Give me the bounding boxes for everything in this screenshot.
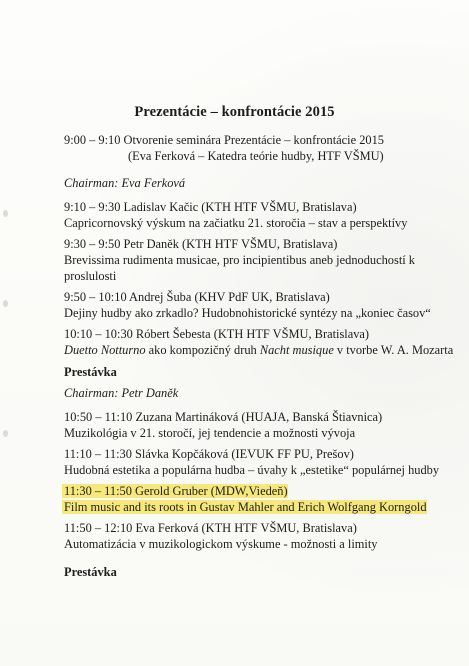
chairman-label: Chairman: Petr Daněk — [64, 386, 179, 400]
title-text: v tvorbe W. A. Mozarta — [333, 343, 454, 357]
entry-speaker-line: 9:10 – 9:30 Ladislav Kačic (KTH HTF VŠMU, Bratislava) — [64, 200, 357, 214]
program-entry — [64, 199, 456, 231]
program-entry — [64, 520, 456, 552]
program-entry — [64, 326, 456, 358]
entry-talk-title: Dejiny hudby ako zrkadlo? Hudobnohistorické syntézy na „koniec časov“ — [64, 306, 431, 320]
highlighted-speaker-line: 11:30 – 11:50 Gerold Gruber (MDW,Viedeň) — [64, 484, 288, 498]
entry-talk-title: Hudobná estetika a populárna hudba – úvahy k „estetike“ populárnej hudby — [64, 463, 440, 477]
binding-hole-mark — [3, 430, 8, 437]
entry-speaker-line: 10:50 – 11:10 Zuzana Martináková (HUAJA, Banská Štiavnica) — [64, 410, 383, 424]
opening-entry — [64, 132, 456, 164]
program-entry — [64, 236, 456, 284]
entry-speaker-line: 11:10 – 11:30 Slávka Kopčáková (IEVUK FF PU, Prešov) — [64, 447, 354, 461]
program-list — [64, 132, 456, 580]
entry-speaker-line: 9:50 – 10:10 Andrej Šuba (KHV PdF UK, Bratislava) — [64, 290, 330, 304]
chairman-label: Chairman: Eva Ferková — [64, 176, 186, 190]
entry-speaker-line: 10:10 – 10:30 Róbert Šebesta (KTH HTF VŠMU, Bratislava) — [64, 327, 370, 341]
binding-hole-mark — [3, 300, 8, 307]
italic-title: Duetto Notturno — [64, 343, 146, 357]
entry-talk-title: Muzikológia v 21. storočí, jej tendencie a možnosti vývoja — [64, 426, 356, 440]
entry-speaker-line: 11:50 – 12:10 Eva Ferková (KTH HTF VŠMU, Bratislava) — [64, 521, 357, 535]
entry-talk-title — [64, 342, 456, 358]
entry-talk-title: Automatizácia v muzikologickom výskume - možnosti a limity — [64, 537, 378, 551]
italic-title: Nacht musique — [259, 343, 334, 357]
title-text: ako kompozičný druh — [145, 343, 260, 357]
entry-talk-title: Capricornovský výskum na začiatku 21. storočia – stav a perspektívy — [64, 216, 408, 230]
break-label: Prestávka — [64, 365, 117, 379]
program-entry — [64, 446, 456, 478]
highlighted-talk-title: Film music and its roots in Gustav Mahler and Erich Wolfgang Korngold — [64, 500, 427, 514]
program-entry — [64, 289, 456, 321]
entry-speaker-line: 9:30 – 9:50 Petr Daněk (KTH HTF VŠMU, Bratislava) — [64, 237, 338, 251]
entry-talk-title: Brevissima rudimenta musicae, pro incipientibus aneb jednoduchostí k proslulosti — [64, 253, 415, 283]
break-label: Prestávka — [64, 565, 117, 579]
binding-hole-mark — [3, 210, 8, 217]
opening-note: (Eva Ferková – Katedra teórie hudby, HTF VŠMU) — [128, 149, 384, 163]
page-title: Prezentácie – konfrontácie 2015 — [134, 104, 335, 120]
program-entry — [64, 409, 456, 441]
opening-time-line: 9:00 – 9:10 Otvorenie seminára Prezentácie – konfrontácie 2015 — [64, 133, 384, 147]
program-entry-highlighted — [64, 483, 456, 515]
